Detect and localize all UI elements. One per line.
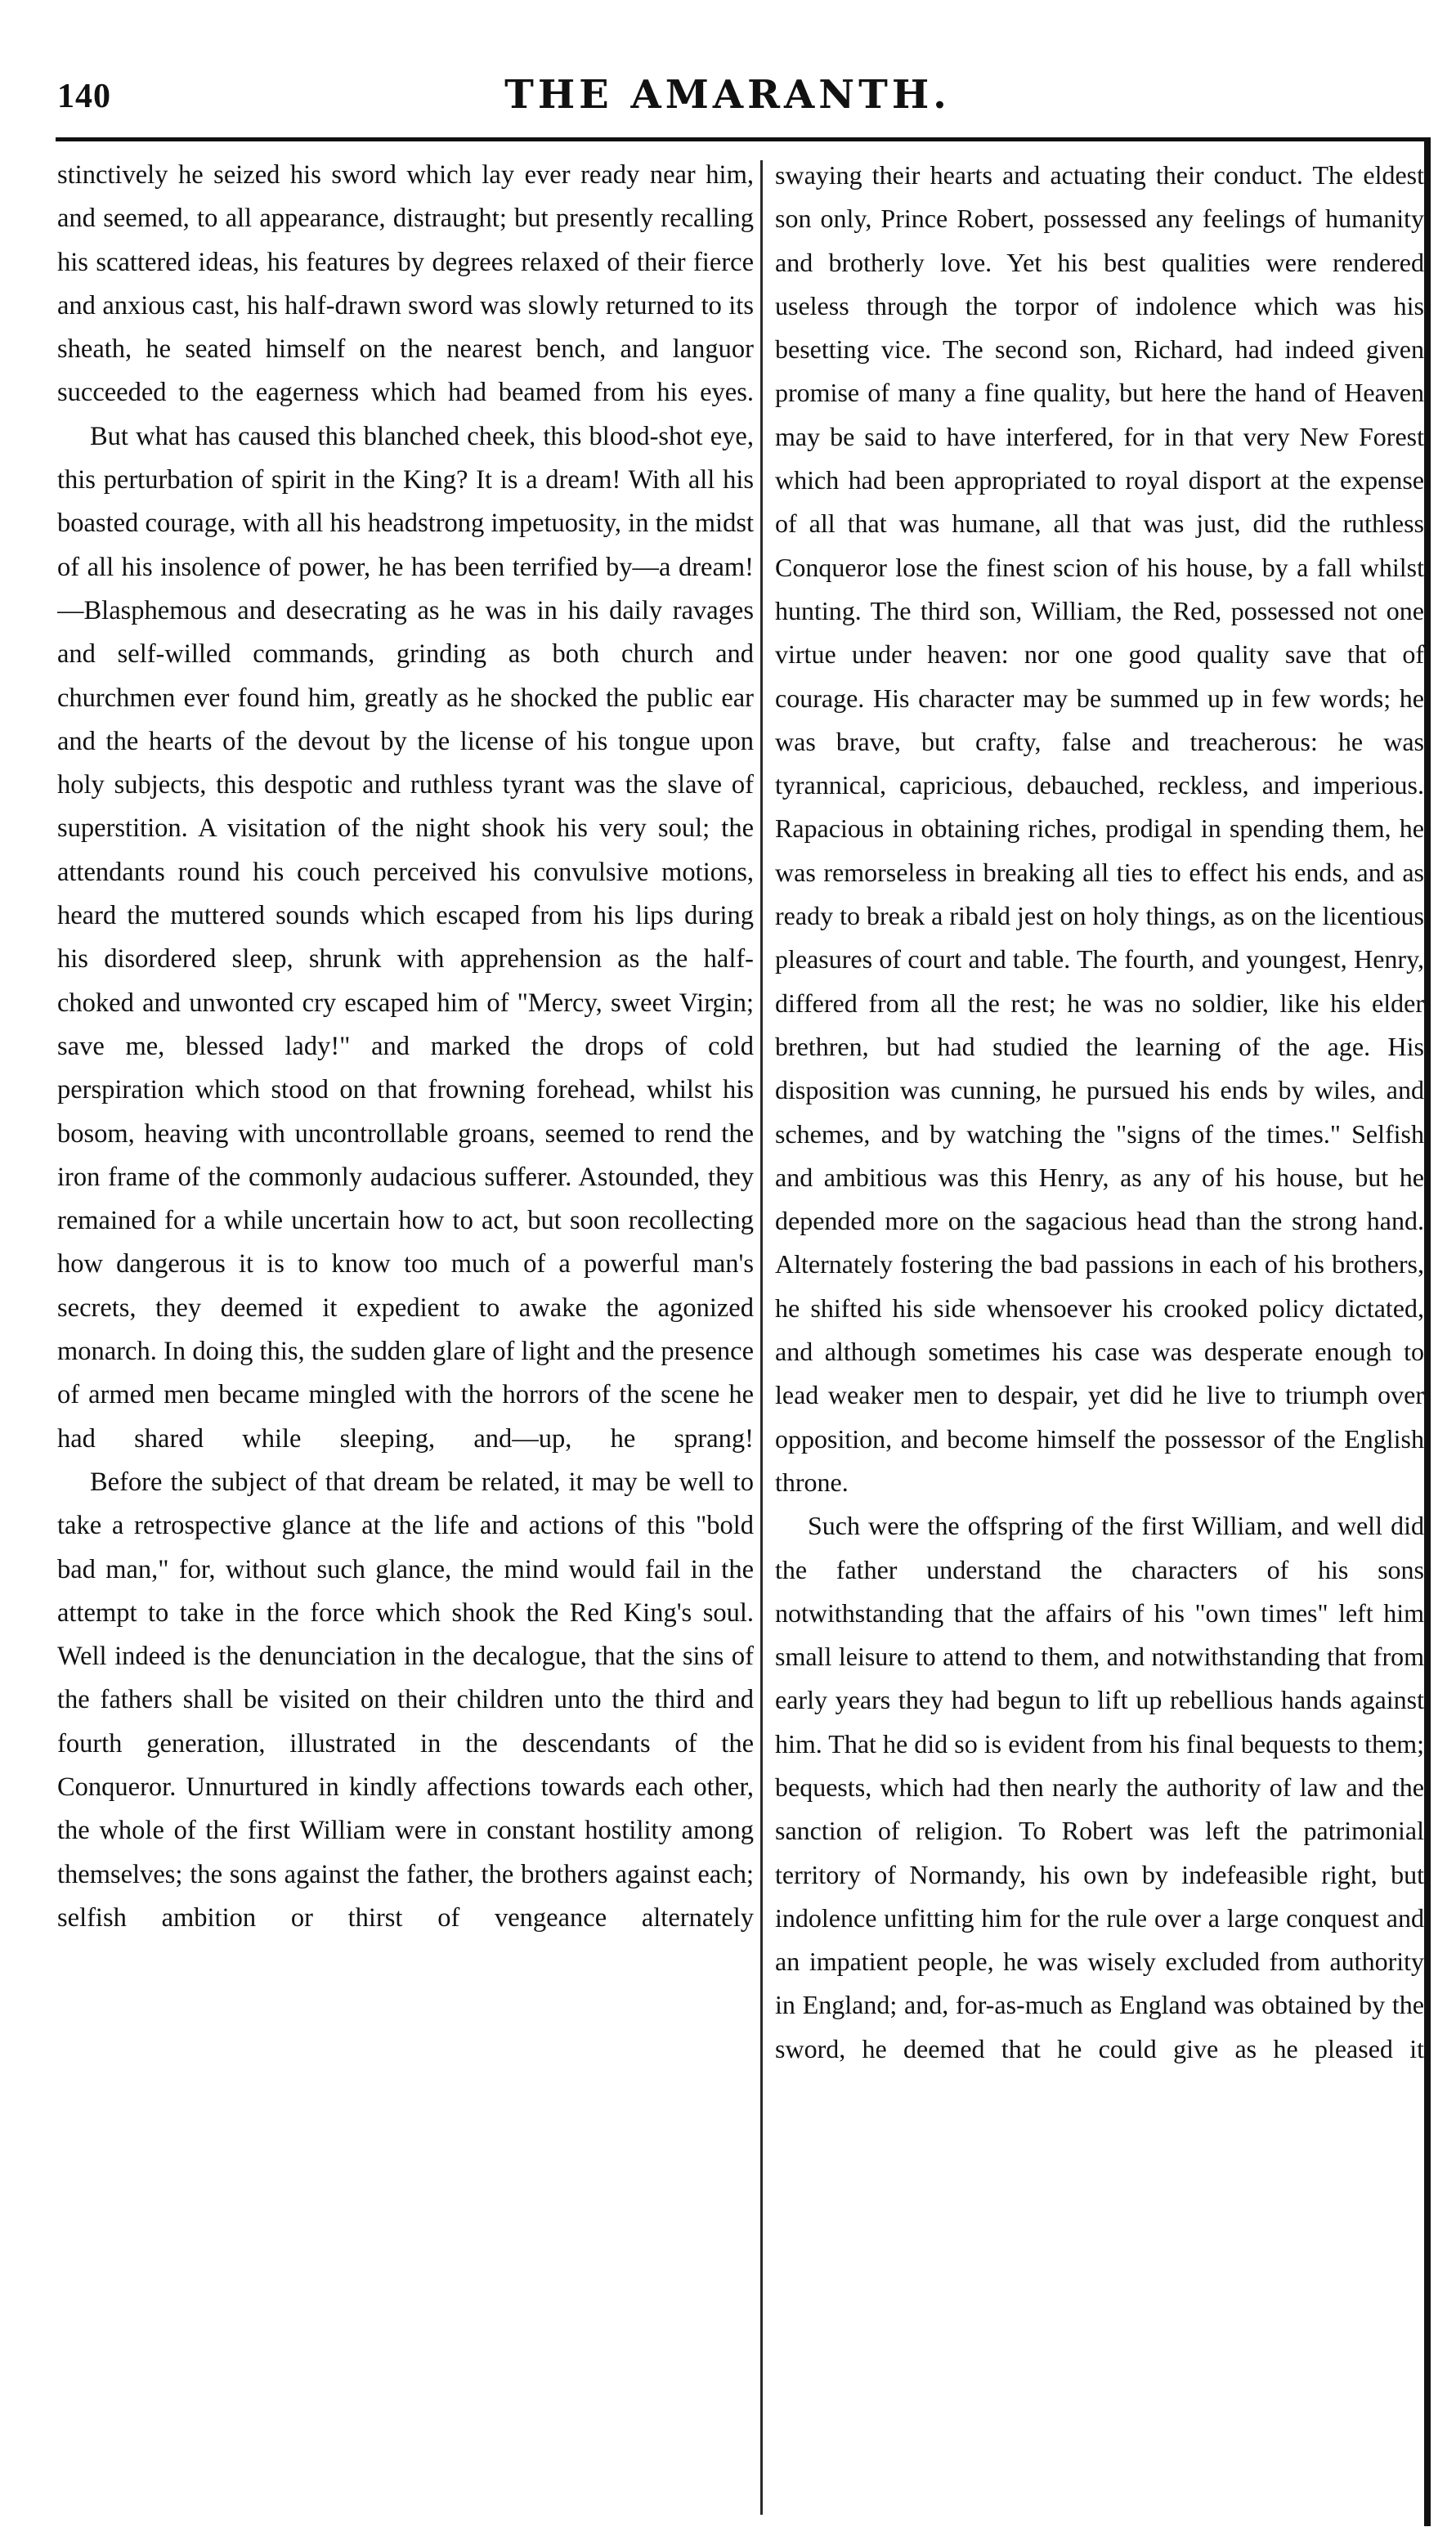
right-column (775, 154, 1424, 2516)
left-paragraph-1: stinctively he seized his sword which lay ever ready near him, and seemed, to all appearance, distraught; but presently recalling his scattered ideas, his features by degrees relaxed of their fierce and anxious cast, his half-drawn sword was slowly returned to its sheath, he seated himself on the nearest bench, and languor succeeded to the eagerness which had beamed from his eyes. (57, 160, 754, 408)
page-number: 140 (57, 78, 111, 115)
right-paragraph-1: swaying their hearts and actuating their conduct. The eldest son only, Prince Robert, possessed any feelings of humanity and brotherly love. Yet his best qualities were rendered useless through the torpor of indolence which was his besetting vice. The second son, Richard, had indeed given promise of many a fine quality, but here the hand of Heaven may be said to have interfered, for in that very New Forest which had been appropriated to royal disport at the expense of all that was humane, all that was just, did the ruthless Conqueror lose the finest scion of his house, by a fall whilst hunting. The third son, William, the Red, possessed not one virtue under heaven: nor one good quality save that of courage. His character may be summed up in few words; he was brave, but crafty, false and treacherous: he was tyrannical, capricious, debauched, reckless, and imperious. Rapacious in obtaining riches, prodigal in spending them, he was remorseless in breaking all ties to effect his ends, and as ready to break a ribald jest on holy things, as on the licentious pleasures of court and table. The fourth, and youngest, Henry, differed from all the rest; he was no soldier, like his elder brethren, but had studied the learning of the age. His disposition was cunning, he pursued his ends by wiles, and schemes, and by watching the "signs of the times." Selfish and ambitious was this Henry, as any of his house, but he depended more on the sagacious head than the strong hand. Alternately fostering the bad passions in each of his brothers, he shifted his side whensoever his crooked policy dictated, and although sometimes his case was desperate enough to lead weaker men to despair, yet did he live to triumph over opposition, and become himself the possessor of the English throne. (775, 160, 1424, 1497)
left-paragraph-2: But what has caused this blanched cheek, this blood-shot eye, this perturbation of spirit in the King? It is a dream! With all his boasted courage, with all his headstrong impetuosity, in the midst of all his insolence of power, he has been terrified by—a dream!—Blasphemous and desecrating as he was in his daily ravages and self-willed commands, grinding as both church and churchmen ever found him, greatly as he shocked the public ear and the hearts of the devout by the license of his tongue upon holy subjects, this despotic and ruthless tyrant was the slave of superstition. A visitation of the night shook his very soul; the attendants round his couch perceived his convulsive motions, heard the muttered sounds which escaped from his lips during his disordered sleep, shrunk with apprehension as the half-choked and unwonted cry escaped him of "Mercy, sweet Virgin; save me, blessed lady!" and marked the drops of cold perspiration which stood on that frowning forehead, whilst his bosom, heaving with uncontrollable groans, seemed to rend the iron frame of the commonly audacious sufferer. Astounded, they remained for a while uncertain how to act, but soon recollecting how dangerous it is to know too much of a powerful man's secrets, they deemed it expedient to awake the agonized monarch. In doing this, the sudden glare of light and the presence of armed men became mingled with the horrors of the scene he had shared while sleeping, and—up, he sprang! (57, 421, 754, 1454)
running-title: THE AMARANTH. (504, 72, 951, 118)
left-paragraph-3: Before the subject of that dream be related, it may be well to take a retrospective glance at the life and actions of this "bold bad man," for, without such glance, the mind would fail in the attempt to take in the force which shook the Red King's soul. Well indeed is the denunciation in the decalogue, that the sins of the fathers shall be visited on their children unto the third and fourth generation, illustrated in the descendants of the Conqueror. Unnurtured in kindly affections towards each other, the whole of the first William were in constant hostility among themselves; the sons against the father, the brothers against each; selfish ambition or thirst of vengeance alternately (57, 1467, 754, 1933)
page-header (33, 72, 1422, 131)
column-divider (760, 160, 763, 2515)
right-edge-rule (1424, 139, 1431, 2526)
right-paragraph-2: Such were the offspring of the first William, and well did the father understand the characters of his sons notwithstanding that the affairs of his "own times" left him small leisure to attend to them, and notwithstanding that from early years they had begun to lift up rebellious hands against him. That he did so is evident from his final bequests to them; bequests, which had then nearly the authority of law and the sanction of religion. To Robert was left the patrimonial territory of Normandy, his own by indefeasible right, but indolence unfitting him for the rule over a large conquest and an impatient people, he was wisely excluded from authority in England; and, for-as-much as England was obtained by the sword, he deemed that he could give as he pleased it (775, 1511, 1424, 2063)
header-rule (56, 137, 1431, 141)
left-column (57, 154, 754, 2516)
